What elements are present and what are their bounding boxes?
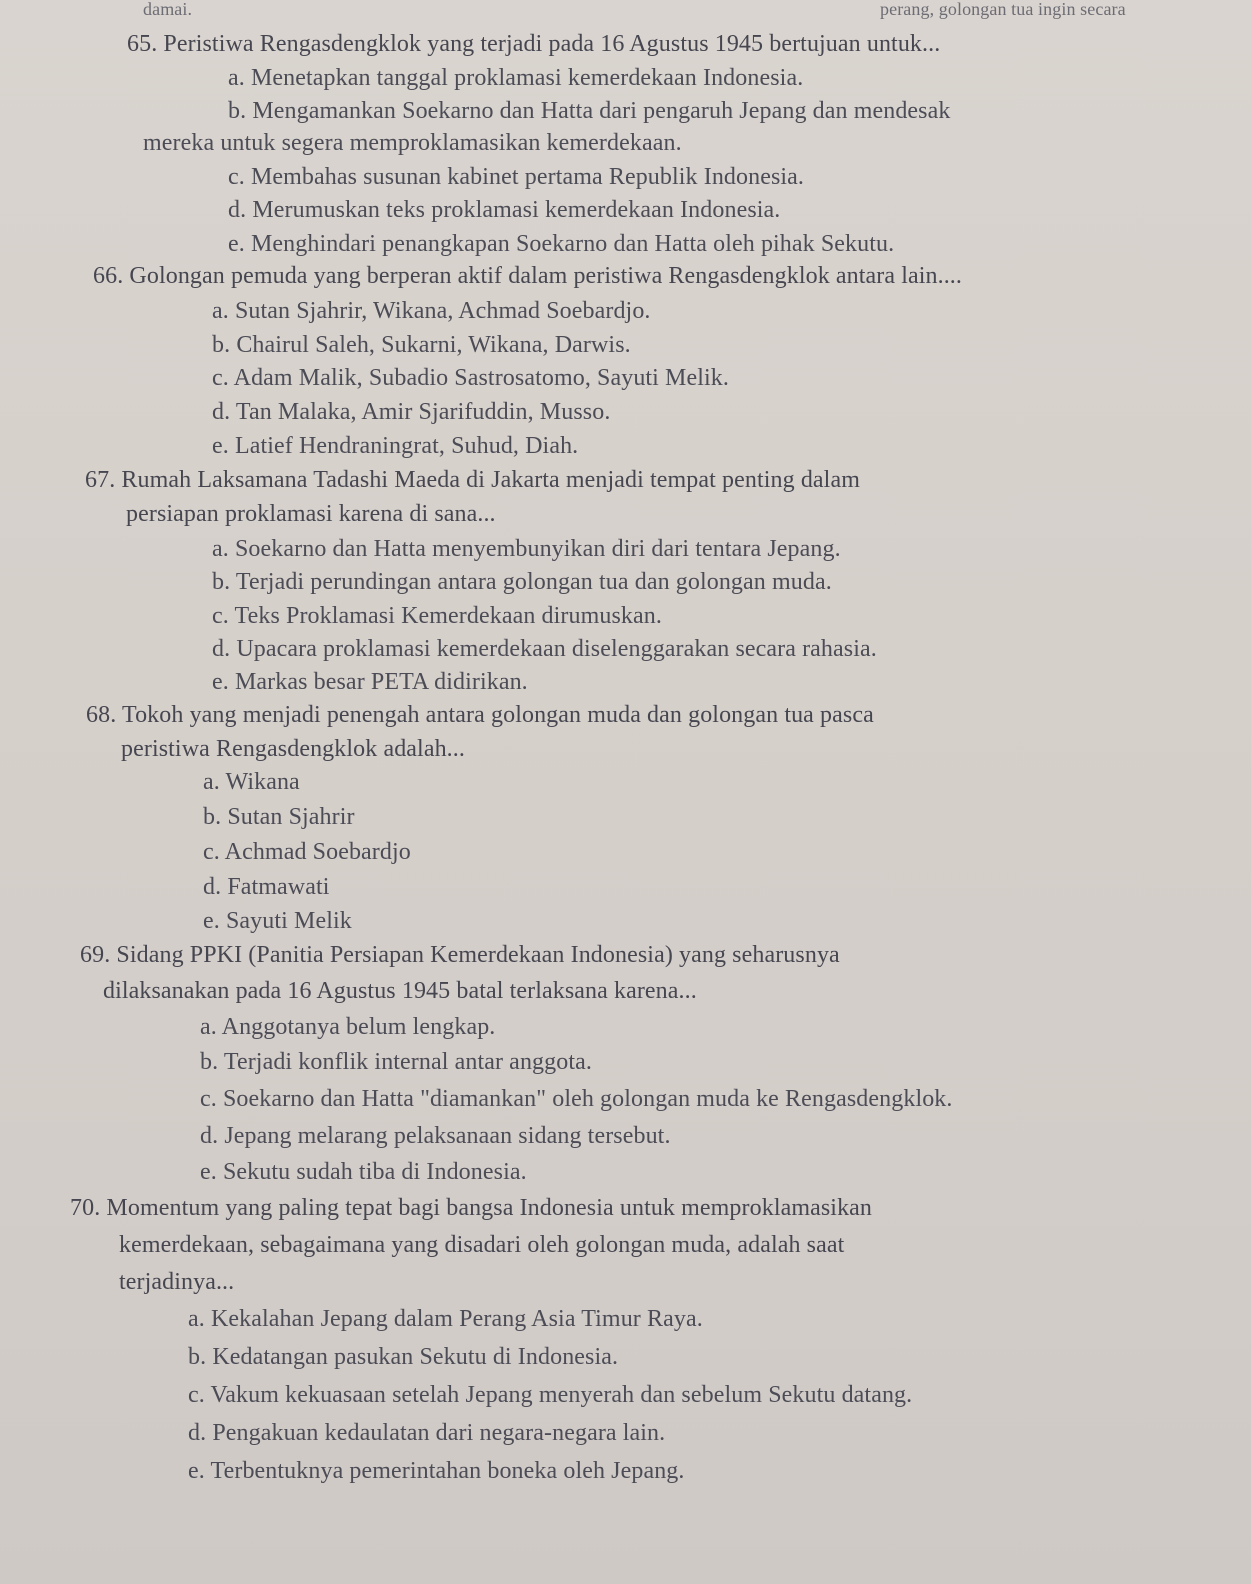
question-text: Peristiwa Rengasdengklok yang terjadi pada 16 Agustus 1945 bertujuan untuk... xyxy=(163,31,941,57)
question-68-option-e: e. Sayuti Melik xyxy=(203,908,352,934)
question-67-option-c: c. Teks Proklamasi Kemerdekaan dirumuskan. xyxy=(212,603,662,629)
question-70-stem xyxy=(70,1193,872,1223)
question-67-stem-continued: persiapan proklamasi karena di sana... xyxy=(126,501,496,527)
question-65-stem xyxy=(127,29,940,59)
question-number: 67. xyxy=(85,467,116,493)
question-68-stem xyxy=(86,700,874,730)
question-66-option-d: d. Tan Malaka, Amir Sjarifuddin, Musso. xyxy=(212,399,611,425)
question-67-option-b: b. Terjadi perundingan antara golongan tua dan golongan muda. xyxy=(212,569,832,595)
question-text: Sidang PPKI (Panitia Persiapan Kemerdekaan Indonesia) yang seharusnya xyxy=(116,942,840,968)
top-left-fragment: damai. xyxy=(143,0,193,19)
question-70-stem-continued-2: terjadinya... xyxy=(119,1269,235,1295)
question-number: 65. xyxy=(127,31,158,57)
question-69-stem-continued: dilaksanakan pada 16 Agustus 1945 batal terlaksana karena... xyxy=(103,978,697,1004)
question-68-option-b: b. Sutan Sjahrir xyxy=(203,804,355,830)
question-66-option-c: c. Adam Malik, Subadio Sastrosatomo, Sayuti Melik. xyxy=(212,365,729,391)
question-66-option-e: e. Latief Hendraningrat, Suhud, Diah. xyxy=(212,433,579,459)
question-69-option-e: e. Sekutu sudah tiba di Indonesia. xyxy=(200,1159,527,1185)
question-68-option-d: d. Fatmawati xyxy=(203,874,330,900)
question-69-stem xyxy=(80,940,840,970)
question-69-option-c: c. Soekarno dan Hatta "diamankan" oleh golongan muda ke Rengasdengklok. xyxy=(200,1086,953,1112)
question-70-option-d: d. Pengakuan kedaulatan dari negara-negara lain. xyxy=(188,1420,666,1446)
question-66-option-a: a. Sutan Sjahrir, Wikana, Achmad Soebardjo. xyxy=(212,298,651,324)
question-65-option-c: c. Membahas susunan kabinet pertama Republik Indonesia. xyxy=(228,164,805,190)
question-number: 66. xyxy=(93,263,124,289)
question-70-option-c: c. Vakum kekuasaan setelah Jepang menyerah dan sebelum Sekutu datang. xyxy=(188,1382,913,1408)
question-70-option-b: b. Kedatangan pasukan Sekutu di Indonesia. xyxy=(188,1344,619,1370)
question-69-option-b: b. Terjadi konflik internal antar anggota. xyxy=(200,1049,592,1075)
top-right-fragment: perang, golongan tua ingin secara xyxy=(880,0,1126,19)
question-68-option-a: a. Wikana xyxy=(203,769,300,795)
question-67-option-a: a. Soekarno dan Hatta menyembunyikan diri dari tentara Jepang. xyxy=(212,536,841,562)
question-text: Momentum yang paling tepat bagi bangsa Indonesia untuk memproklamasikan xyxy=(106,1195,873,1221)
question-65-option-b: b. Mengamankan Soekarno dan Hatta dari pengaruh Jepang dan mendesak xyxy=(228,98,951,124)
question-69-option-d: d. Jepang melarang pelaksanaan sidang tersebut. xyxy=(200,1123,671,1149)
question-65-option-e: e. Menghindari penangkapan Soekarno dan Hatta oleh pihak Sekutu. xyxy=(228,231,895,257)
question-67-stem xyxy=(85,465,860,495)
question-70-stem-continued-1: kemerdekaan, sebagaimana yang disadari oleh golongan muda, adalah saat xyxy=(119,1232,845,1258)
question-66-stem xyxy=(93,261,962,291)
question-number: 70. xyxy=(70,1195,101,1221)
question-text: Rumah Laksamana Tadashi Maeda di Jakarta menjadi tempat penting dalam xyxy=(121,467,860,493)
question-67-option-e: e. Markas besar PETA didirikan. xyxy=(212,669,528,695)
question-67-option-d: d. Upacara proklamasi kemerdekaan diselenggarakan secara rahasia. xyxy=(212,636,877,662)
question-number: 68. xyxy=(86,702,117,728)
question-number: 69. xyxy=(80,942,111,968)
question-68-option-c: c. Achmad Soebardjo xyxy=(203,839,411,865)
question-68-stem-continued: peristiwa Rengasdengklok adalah... xyxy=(121,736,465,762)
question-65-option-d: d. Merumuskan teks proklamasi kemerdekaan Indonesia. xyxy=(228,197,781,223)
question-65-option-a: a. Menetapkan tanggal proklamasi kemerdekaan Indonesia. xyxy=(228,65,804,91)
question-69-option-a: a. Anggotanya belum lengkap. xyxy=(200,1014,496,1040)
question-70-option-a: a. Kekalahan Jepang dalam Perang Asia Timur Raya. xyxy=(188,1306,703,1332)
question-70-option-e: e. Terbentuknya pemerintahan boneka oleh Jepang. xyxy=(188,1458,685,1484)
question-65-option-b-continued: mereka untuk segera memproklamasikan kemerdekaan. xyxy=(143,130,682,156)
question-text: Golongan pemuda yang berperan aktif dalam peristiwa Rengasdengklok antara lain.... xyxy=(129,263,963,289)
question-66-option-b: b. Chairul Saleh, Sukarni, Wikana, Darwis. xyxy=(212,332,631,358)
question-text: Tokoh yang menjadi penengah antara golongan muda dan golongan tua pasca xyxy=(121,702,874,728)
